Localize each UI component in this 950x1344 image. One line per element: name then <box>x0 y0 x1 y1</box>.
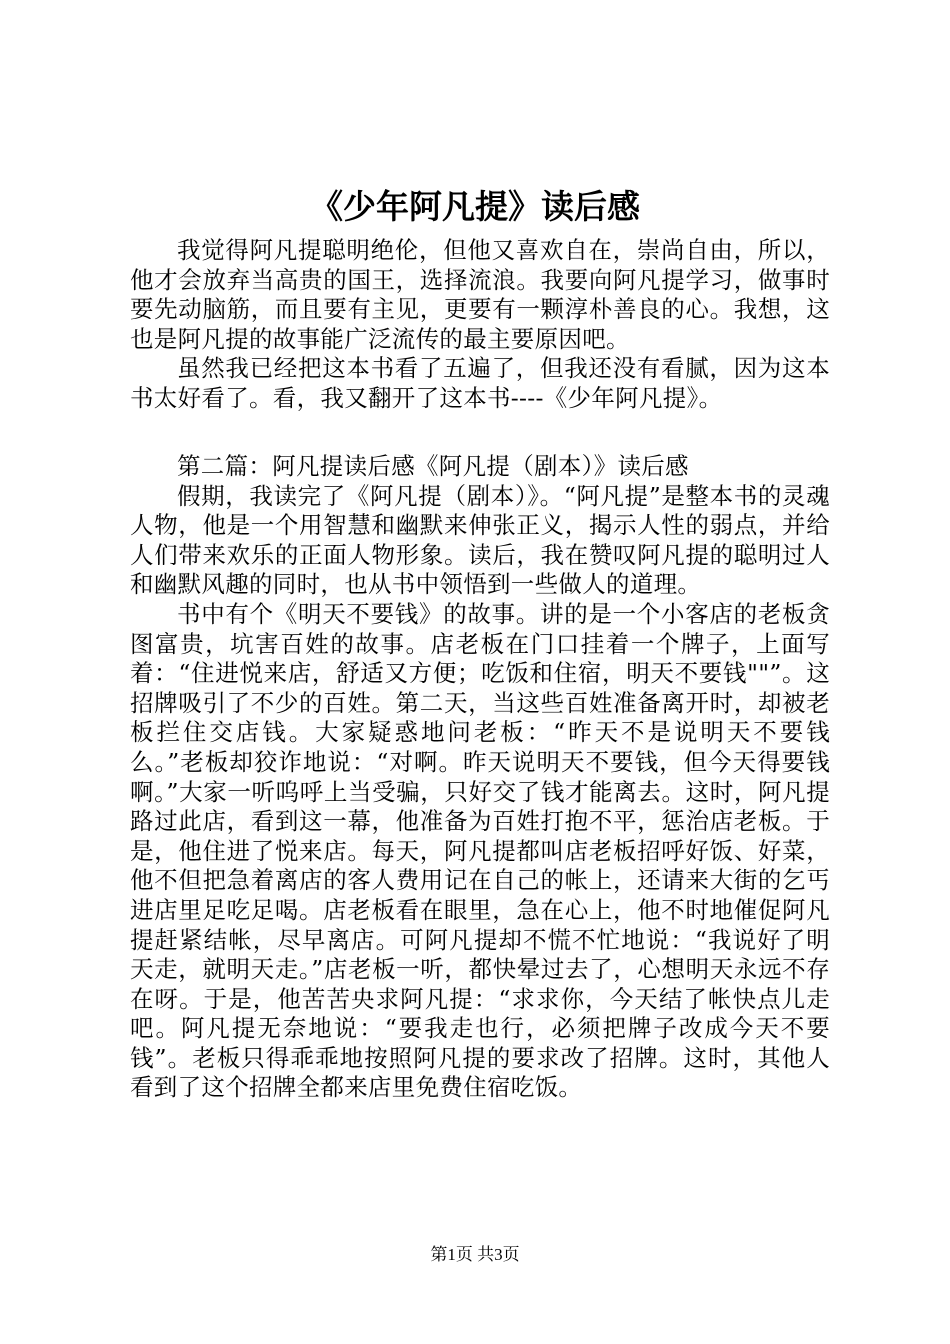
paragraph: 假期，我读完了《阿凡提（剧本）》。“阿凡提”是整本书的灵魂人物，他是一个用智慧和幽默来伸张正义，揭示人性的弱点，并给人们带来欢乐的正面人物形象。读后，我在赞叹阿凡提的聪明过人和幽默风趣的同时，也从书中领悟到一些做人的道理。 <box>130 481 830 599</box>
section-heading: 第二篇：阿凡提读后感《阿凡提（剧本）》读后感 <box>177 452 689 480</box>
paragraph: 书中有个《明天不要钱》的故事。讲的是一个小客店的老板贪图富贵，坑害百姓的故事。店老板在门口挂着一个牌子，上面写着：“住进悦来店，舒适又方便；吃饭和住宿，明天不要钱""”。这招牌吸引了不少的百姓。第二天，当这些百姓准备离开时，却被老板拦住交店钱。大家疑惑地问老板：“昨天不是说明天不要钱么。”老板却狡诈地说：“对啊。昨天说明天不要钱，但今天得要钱啊。”大家一听呜呼上当受骗，只好交了钱才能离去。这时，阿凡提路过此店，看到这一幕，他准备为百姓打抱不平，惩治店老板。于是，他住进了悦来店。每天，阿凡提都叫店老板招呼好饭、好菜，他不但把急着离店的客人费用记在自己的帐上，还请来大街的乞丐进店里足吃足喝。店老板看在眼里，急在心上，他不时地催促阿凡提赶紧结帐，尽早离店。可阿凡提却不慌不忙地说：“我说好了明天走，就明天走。”店老板一听，都快晕过去了，心想明天永远不存在呀。于是，他苦苦央求阿凡提：“求求你，今天结了帐快点儿走吧。阿凡提无奈地说：“要我走也行，必须把牌子改成今天不要钱”。老板只得乖乖地按照阿凡提的要求改了招牌。这时，其他人看到了这个招牌全都来店里免费住宿吃饭。 <box>130 599 830 1102</box>
page-title: 《少年阿凡提》读后感 <box>310 187 640 226</box>
section-1 <box>130 236 830 414</box>
page-footer: 第1页 共3页 <box>430 1245 520 1264</box>
section-2 <box>130 452 830 1103</box>
paragraph: 虽然我已经把这本书看了五遍了，但我还没有看腻，因为这本书太好看了。看，我又翻开了这本书----《少年阿凡提》。 <box>130 354 830 412</box>
paragraph: 我觉得阿凡提聪明绝伦，但他又喜欢自在，崇尚自由，所以，他才会放弃当高贵的国王，选择流浪。我要向阿凡提学习，做事时要先动脑筋，而且要有主见，更要有一颗淳朴善良的心。我想，这也是阿凡提的故事能广泛流传的最主要原因吧。 <box>130 236 830 353</box>
